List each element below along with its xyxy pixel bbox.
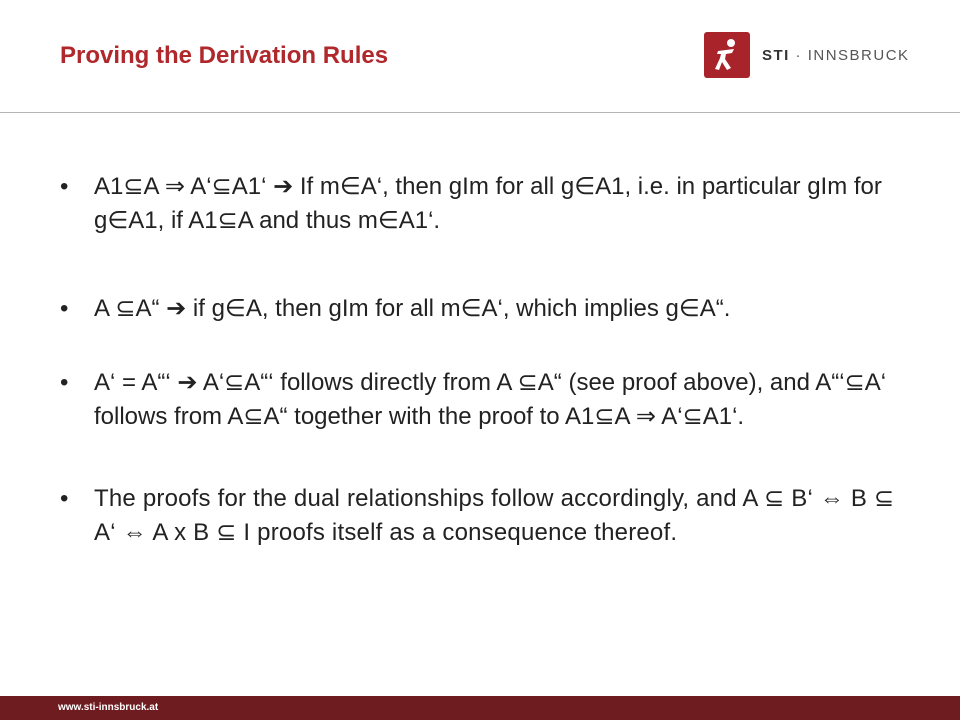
slide-title: Proving the Derivation Rules xyxy=(60,42,389,69)
bullet-item-2: • A ⊆A“ ➔ if g∈A, then gIm for all m∈A‘, which implies g∈A“. xyxy=(60,292,910,326)
bullet-item-1: • A1⊆A ⇒ A‘⊆A1‘ ➔ If m∈A‘, then gIm for all g∈A1, i.e. in particular gIm for g∈A1, if A1⊆A and thus m∈A1‘. xyxy=(60,170,910,238)
bullet-item-3: • A‘ = A“‘ ➔ A‘⊆A“‘ follows directly from A ⊆A“ (see proof above), and A“‘⊆A‘ follows from A⊆A“ together with the proof to A1⊆A ⇒ A‘⊆A1‘. xyxy=(60,366,910,434)
sti-logo xyxy=(704,32,910,78)
footer-bar xyxy=(0,696,960,720)
footer-url: www.sti-innsbruck.at xyxy=(58,702,159,713)
header-divider xyxy=(0,112,960,113)
bullet-item-4: • The proofs for the dual relationships follow accordingly, and A ⊆ B‘ ⇔ B ⊆ A‘ ⇔ A x B ⊆ I proofs itself as a consequence thereof. xyxy=(60,482,910,550)
sti-logo-wordmark: STI · INNSBRUCK xyxy=(762,46,910,64)
bullet-list xyxy=(60,170,910,550)
sti-logo-icon xyxy=(704,32,750,78)
